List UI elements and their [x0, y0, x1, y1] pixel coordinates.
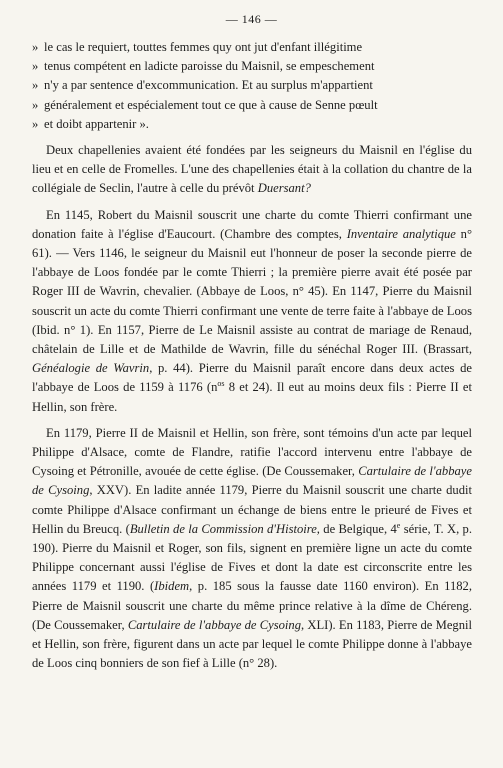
quote-mark: »: [32, 97, 39, 112]
quote-mark: »: [32, 59, 39, 74]
quote-line: » et doibt appartenir ».: [32, 115, 472, 134]
paragraph-1145: En 1145, Robert du Maisnil souscrit une charte du comte Thierri confirmant une donation faite à l'église d'Eaucourt. (Chambre des comptes, Inventaire analytique n° 61). — Vers 1146, le seigneur du Maisnil eut l'honneur de poser la seconde pierre de l'abbaye de Loos fondée par le comte Thierri ; la première pierre avait été posée par Roger III de Wavrin, chevalier. (Abbaye de Loos, n° 45). En 1147, Pierre du Maisnil souscrit un acte du comte Thierri confirmant une vente de terre faite à l'abbaye de Loos (Ibid. n° 1). En 1157, Pierre de Le Maisnil assiste au contrat de mariage de Renaud, châtelain de Lille et de Mathilde de Wavrin, fille du sénéchal Roger III. (Brassart, Généalogie de Wavrin, p. 44). Pierre du Maisnil paraît encore dans deux actes de l'abbaye de Loos de 1159 à 1176 ($n^{os}$ 8 et 24). Il eut au moins deux fils : Pierre II et Hellin, son frère.: [32, 207, 472, 414]
quote-block: [32, 38, 472, 134]
quote-mark: »: [32, 40, 39, 54]
quote-line: » généralement et espécialement tout ce que à cause de Senne pœult: [32, 96, 472, 115]
paragraph-chapellenies: Deux chapellenies avaient été fondées par les seigneurs du Maisnil en l'église du lieu et en celle de Fromelles. L'une des chapellenies était à la collation du chantre de la collégiale de Seclin, l'autre à celle du prévôt Duersant?: [32, 143, 472, 196]
quote-line: » tenus compétent en ladicte paroisse du Maisnil, se empeschement: [32, 57, 472, 76]
quote-line: » n'y a par sentence d'excommunication. Et au surplus m'appartient: [32, 76, 472, 95]
quote-line: » le cas le requiert, touttes femmes quy ont jut d'enfant illégitime: [32, 38, 472, 57]
paragraph-1179: En 1179, Pierre II de Maisnil et Hellin, son frère, sont témoins d'un acte par lequel Philippe d'Alsace, comte de Flandre, ratifie l'accord intervenu entre l'abbaye de Cysoing et Pétronille, avouée de cette église. (De Coussemaker, Cartulaire de l'abbaye de Cysoing, XXV). En ladite année 1179, Pierre du Maisnil souscrit une charte dudit comte Philippe d'Alsace confirmant un échange de biens entre le prieuré de Fives et Hellin du Breucq. (Bulletin de la Commission d'Histoire, de Belgique, 4e série, T. X, p. 190). Pierre du Maisnil et Roger, son fils, signent en première ligne un acte du comte Philippe concernant aussi l'église de Fives et dont la date est circonscrite entre les années 1179 et 1190. (Ibidem, p. 185 sous la fausse date 1160 environ). En 1182, Pierre de Maisnil souscrit une charte du même prince relative à la dîme de Chéreng. (De Coussemaker, Cartulaire de l'abbaye de Cysoing, XLI). En 1183, Pierre de Megnil et Hellin, son frère, figurent dans un acte par lequel le comte Philippe donne à l'abbaye de Loos cinq bonniers de son fief à Lille (n° 28).: [32, 425, 473, 671]
quote-mark: »: [32, 116, 39, 131]
body-text: [32, 38, 472, 674]
page-number: — 146 —: [225, 12, 278, 26]
quote-mark: »: [32, 78, 39, 93]
